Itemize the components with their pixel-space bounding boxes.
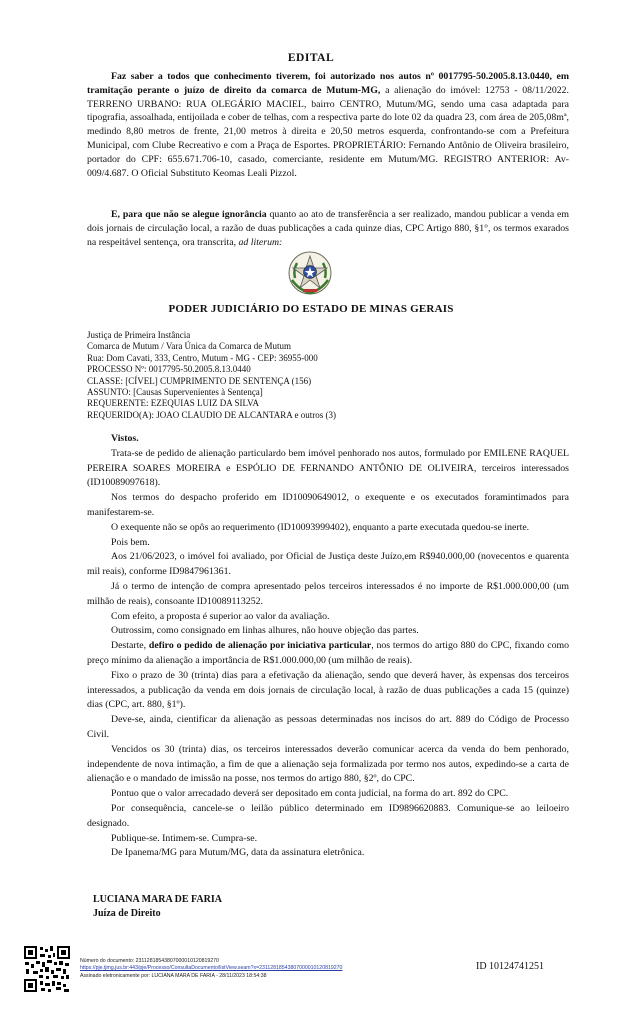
case-number: PROCESSO Nº: 0017795-50.2005.8.13.0440 <box>87 364 251 375</box>
decision-paragraph: Fixo o prazo de 30 (trinta) dias para a efetivação da alienação, sendo que deverá haver, às expensas dos terceiros interessados, a publicação da venda em dois jornais de circulação local, à razão de duas publicações a cada 15 (quinze) dias (CPC, art. 880, §1º). <box>87 669 569 711</box>
decision-paragraph: Deve-se, ainda, cientificar da alienação as pessoas determinadas nos incisos do art. 889 do Código de Processo Civil. <box>87 714 569 740</box>
court-header-title: PODER JUDICIÁRIO DO ESTADO DE MINAS GERAIS <box>168 303 454 315</box>
ruling-bold: defiro o pedido de alienação por iniciativa particular <box>148 640 372 652</box>
decision-paragraph: Vencidos os 30 (trinta) dias, os terceiros interessados deverão comunicar acerca da venda do bem penhorado, independente de nova intimação, a fim de que a alienação seja formalizada por termo nos autos, expedindo-se a carta de alienação e o mandado de imissão na posse, nos termos do artigo 880, §2º, do CPC. <box>87 743 569 785</box>
court-instance: Justiça de Primeira Instância <box>87 330 191 340</box>
signature-block <box>93 893 222 921</box>
edital-paragraph-2 <box>87 208 569 249</box>
decision-body <box>87 432 569 861</box>
signer-name: LUCIANA MARA DE FARIA <box>93 894 222 905</box>
case-plaintiff: REQUERENTE: EZEQUIAS LUIZ DA SILVA <box>87 398 259 409</box>
decision-paragraph: O exequente não se opôs ao requerimento (ID10093999402), enquanto a parte executada quedou-se inerte. <box>111 521 530 533</box>
qr-code-icon[interactable] <box>23 945 71 993</box>
footer-signed-by: Assinado eletronicamente por: LUCIANA MARA DE FARIA - 28/11/2023 18:54:38 <box>80 972 267 979</box>
edital-title: EDITAL <box>287 52 335 64</box>
decision-paragraph: Com efeito, a proposta é superior ao valor da avaliação. <box>111 610 330 622</box>
decision-paragraph: Publique-se. Intimem-se. Cumpra-se. <box>111 832 258 844</box>
edital-ad-literum: ad literum: <box>238 236 283 248</box>
decision-paragraph: Outrossim, como consignado em linhas alhures, não houve objeção das partes. <box>111 625 419 637</box>
document-id: ID 10124741251 <box>476 961 545 972</box>
ruling-rest: , nos termos do artigo 880 do CPC, fixando como preço mínimo da alienação a importância de R$1.000.000,00 (um milhão de reais). <box>87 640 569 666</box>
edital-publication-terms: quanto ao ato de transferência a ser realizado, mandou publicar a venda em dois jornais de circulação local, a razão de duas publicações a cada quinze dias, CPC Artigo 880, §1°, os termos exarados na respeitável sentença, ora transcrita, <box>87 209 569 248</box>
decision-paragraph: Pois bem. <box>111 536 150 548</box>
decision-ruling-paragraph <box>87 639 569 669</box>
decision-paragraph: Já o termo de intenção de compra apresentado pelos terceiros interessados é no importe de R$1.000.000,00 (um milhão de reais), consoante ID10089113252. <box>87 580 569 607</box>
decision-paragraph: Trata-se de pedido de alienação particulardo bem imóvel penhorado nos autos, formulado por EMILENE RAQUEL PEREIRA SOARES MOREIRA e ESPÓLIO DE FERNANDO ANTÔNIO DE OLIVEIRA, terceiros interessados (ID10089097618). <box>87 447 569 489</box>
decision-paragraph: Pontuo que o valor arrecadado deverá ser depositado em conta judicial, na forma do art. 892 do CPC. <box>111 788 509 800</box>
edital-paragraph-1 <box>87 70 569 180</box>
decision-paragraph: Por consequência, cancele-se o leilão público determinado em ID9896620883. Comunique-se ao leiloeiro designado. <box>87 802 569 829</box>
case-subject: ASSUNTO: [Causas Supervenientes à Sentença] <box>87 387 263 398</box>
edital-ignorance-clause: E, para que não se alegue ignorância <box>111 209 267 220</box>
court-address: Rua: Dom Cavati, 333, Centro, Mutum - MG - CEP: 36955-000 <box>87 352 318 363</box>
ruling-lead: Destarte, <box>111 640 149 652</box>
edital-bold-lead: Faz saber a todos que conhecimento tiverem, foi autorizado nos autos nº 0017795-50.2005.8.13.0440, em tramitação perante o juízo de direito da comarca de Mutum-MG, <box>87 71 569 96</box>
case-class: CLASSE: [CÍVEL] CUMPRIMENTO DE SENTENÇA (156) <box>87 375 312 386</box>
edital-property-description: a alienação do imóvel: 12753 - 08/11/2022. TERRENO URBANO: RUA OLEGÁRIO MACIEL, bairro CENTRO, Mutum/MG, sendo uma casa adaptada para tipografia, assoalhada, entijoilada e cober de telhas, com a respectiva parte do lote 02 da quadra 23, com área de 205,08mª, medindo 8,80 metros de frente, 21,00 metros à direita e 20,50 metros esquerda, confrontando-se com a Prefeitura Municipal, com Clube Recreativo e com a Praça de Esportes. PROPRIETÁRIO: Fernando Antônio de Oliveira brasileiro, portador do CPF: 655.671.706-10, casado, comerciante, residente em Mutum/MG. REGISTRO ANTERIOR: Av-009/4.687. O Oficial Substituto Keomas Leali Pizzol. <box>87 84 569 179</box>
decision-vistos: Vistos. <box>111 433 139 444</box>
court-comarca: Comarca de Mutum / Vara Única da Comarca de Mutum <box>87 341 292 352</box>
coat-of-arms-icon <box>287 250 333 296</box>
signer-role: Juíza de Direito <box>93 908 161 919</box>
footer-doc-number: Número do documento: 23112818543807000010120819270 <box>80 958 219 964</box>
case-defendant: REQUERIDO(A): JOAO CLAUDIO DE ALCANTARA e outros (3) <box>87 409 337 420</box>
footer-document-link[interactable]: https://pje.tjmg.jus.br:443/pje/Processo/ConsultaDocumento/listView.seam?x=23112818543807000010120819270 <box>80 965 343 972</box>
decision-paragraph: De Ipanema/MG para Mutum/MG, data da assinatura eletrônica. <box>111 847 365 859</box>
decision-paragraph: Aos 21/06/2023, o imóvel foi avaliado, por Oficial de Justiça deste Juízo,em R$940.000,00 (novecentos e quarenta mil reais), conforme ID9847961361. <box>87 551 569 578</box>
decision-paragraph: Nos termos do despacho proferido em ID10090649012, o exequente e os executados foramintimados para manifestarem-se. <box>87 492 569 518</box>
case-metadata <box>87 330 569 421</box>
document-footer <box>80 958 342 980</box>
